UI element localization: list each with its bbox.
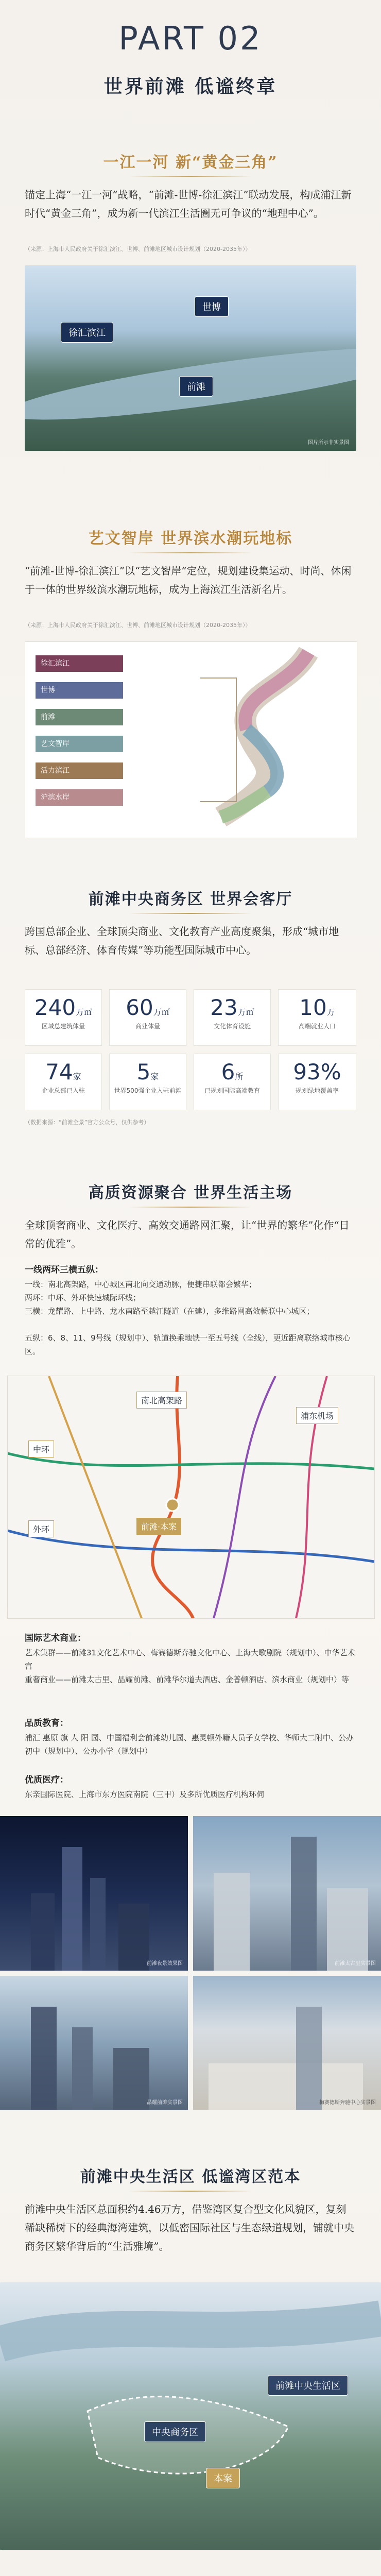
- living-area-overlay: [0, 2282, 381, 2550]
- river-panorama-image: [25, 265, 356, 451]
- page-title: 世界前滩 低谧终章: [103, 76, 278, 97]
- section4-paragraph: 全球顶奢商业、文化医疗、高效交通路网汇聚，让“世界的繁华”化作“日常的优雅”。: [25, 1219, 350, 1250]
- section5-paragraph: 前滩中央生活区总面积约4.46万方，借鉴湾区复合型文化风貌区，复刻稀缺稀树下的经典海湾建筑，以低密国际社区与生态绿道规划，铺就中央商务区繁华背后的“生活雅境”。: [25, 2203, 354, 2252]
- title-ornament-2: [129, 552, 252, 553]
- river-corridor-map: [144, 647, 350, 833]
- transit-line-2: 两环：中环、外环快速城际环线；: [25, 1293, 141, 1302]
- section4-title: 高质资源聚合 世界生活主场: [0, 1180, 381, 1208]
- road-north-south: [152, 1376, 193, 1618]
- legend-item-vibrant: 活力滨江: [36, 762, 123, 779]
- image-watermark: 图片所示非实景图: [308, 440, 349, 446]
- map-label-north-south: 南北高架路: [136, 1392, 187, 1409]
- map-label-airport: 浦东机场: [296, 1407, 338, 1424]
- metro-line-b: [214, 1376, 275, 1618]
- photo-jingyao: [0, 1976, 188, 2110]
- photo-caption: 前滩夜景效果图: [147, 1961, 183, 1967]
- medical-text: 东亲国际医院、上海市东方医院南院（三甲）及多所优质医疗机构环伺: [25, 1790, 265, 1799]
- map-label-project: 前滩·本案: [136, 1518, 181, 1535]
- project-marker: [166, 1499, 179, 1511]
- photo-taikoo-li: [193, 1816, 381, 1971]
- legend-item-qiantan: 前滩: [36, 709, 123, 725]
- road-middle-ring: [8, 1453, 374, 1469]
- map-label-xuhui: 徐汇滨江: [61, 322, 113, 343]
- bracket-line: [200, 678, 236, 802]
- photo-caption: 晶耀前滩实景图: [147, 2100, 183, 2106]
- title-ornament-3: [129, 913, 252, 914]
- education-text: 浦汇 惠原 旗 人 阳 园、中国福利会前滩幼儿园、惠灵顿外籍人员子女学校、华师大二附中、公办初中（规划中）、公办小学（规划中）: [25, 1733, 354, 1756]
- waterfront-zoning-diagram: [25, 641, 357, 838]
- art-text: 艺术集群——前滩31文化艺术中心、梅赛德斯奔驰文化中心、上海大歌剧院（规划中）、中华艺术宫 重奢商业——前滩太古里、晶耀前滩、前滩华尔道夫酒店、金普顿酒店、滨水商业（规划中）等: [25, 1648, 355, 1684]
- section3-paragraph: 跨国总部企业、全球顶尖商业、文化教育产业高度聚集，形成“城市地标、总部经济、体育传媒”等功能型国际城市中心。: [25, 925, 339, 956]
- section2-title: 艺文智岸 世界滨水潮玩地标: [0, 526, 381, 553]
- part-heading: [0, 20, 381, 57]
- photo-mercedes-center: [193, 1976, 381, 2110]
- map-label-expo: 世博: [195, 296, 229, 317]
- section1-title: 一江一河 新“黄金三角”: [0, 149, 381, 177]
- photo-night-skyline: [0, 1816, 188, 1971]
- map-label-middle-ring: 中环: [28, 1440, 54, 1458]
- legend-item-shanghai: 沪滨水岸: [36, 789, 123, 806]
- stat-card: 6所 已规划国际高端教育: [194, 1054, 271, 1110]
- photo-caption: 梅赛德斯奔驰中心实景图: [319, 2100, 376, 2106]
- stat-card: 10万 高端就业人口: [278, 989, 356, 1046]
- transit-line-3: 三横：龙耀路、上中路、龙水南路至越江隧道（在建），多维路网高效畅联中心城区；: [25, 1307, 315, 1316]
- stat-card: 23万㎡ 文化体育设施: [194, 989, 271, 1046]
- section1-note: （来源：上海市人民政府关于徐汇滨江、世博、前滩地区城市设计规划（2020-2035年））: [25, 246, 251, 252]
- map-label-project: 本案: [206, 2468, 240, 2488]
- transit-map: [7, 1376, 375, 1619]
- transit-line-1: 一线：南北高架路，中心城区南北向交通动脉，便捷串联都会繁华；: [25, 1280, 257, 1289]
- road-outer-ring: [8, 1531, 374, 1562]
- transit-title: 一线两环三横五纵：: [25, 1265, 103, 1275]
- part-label: PART 02: [118, 20, 263, 57]
- river-band: [0, 2318, 381, 2344]
- title-ornament-5: [129, 2191, 252, 2192]
- title-ornament-4: [129, 1207, 252, 1208]
- legend-item-xuhui: 徐汇滨江: [36, 655, 123, 672]
- section2-note: （来源：上海市人民政府关于徐汇滨江、世博、前滩地区城市设计规划（2020-2035年））: [25, 622, 251, 629]
- stat-card: 5家 世界500强企业入驻前滩: [109, 1054, 186, 1110]
- legend-item-expo: 世博: [36, 682, 123, 699]
- photo-caption: 前滩太古里实景图: [335, 1961, 376, 1967]
- transit-line-4: 五纵：6、8、11、9号线（规划中）、轨道换乘地铁一至五号线（全线），更近距离联络城市核心区。: [25, 1333, 351, 1356]
- section3-title: 前滩中央商务区 世界会客厅: [0, 886, 381, 914]
- title-ornament: [129, 176, 252, 177]
- metro-line-a: [49, 1376, 142, 1618]
- map-label-outer-ring: 外环: [28, 1520, 54, 1537]
- section5-title: 前滩中央生活区 低谧湾区范本: [0, 2164, 381, 2192]
- stat-card: 60万㎡ 商业体量: [109, 989, 186, 1046]
- stat-card: 74家 企业总部已入驻: [25, 1054, 102, 1110]
- stat-card: 93% 规划绿地覆盖率: [278, 1054, 356, 1110]
- map-label-cbd: 中央商务区: [144, 2421, 206, 2442]
- section3-note: （数据来源：“前滩全景”官方公众号，仅供参考）: [25, 1119, 150, 1126]
- section2-paragraph: “前滩-世博-徐汇滨江”以“艺文智岸”定位，规划建设集运动、时尚、休闲于一体的世界级滨水潮玩地标，成为上海滨江生活新名片。: [25, 565, 352, 596]
- map-label-living-area: 前滩中央生活区: [268, 2375, 348, 2396]
- central-living-aerial: [0, 2282, 381, 2550]
- legend-item-art: 艺文智岸: [36, 736, 123, 752]
- map-label-qiantan: 前滩: [179, 376, 213, 397]
- art-title: 国际艺术商业：: [25, 1633, 86, 1643]
- education-title: 品质教育：: [25, 1718, 68, 1728]
- section1-paragraph: 锚定上海“一江一河”战略，“前滩-世博-徐汇滨江”联动发展，构成浦江新时代“黄金三角”，成为新一代滨江生活圈无可争议的“地理中心”。: [25, 189, 352, 219]
- stat-card: 240万㎡ 区域总建筑体量: [25, 989, 102, 1046]
- medical-title: 优质医疗：: [25, 1775, 68, 1785]
